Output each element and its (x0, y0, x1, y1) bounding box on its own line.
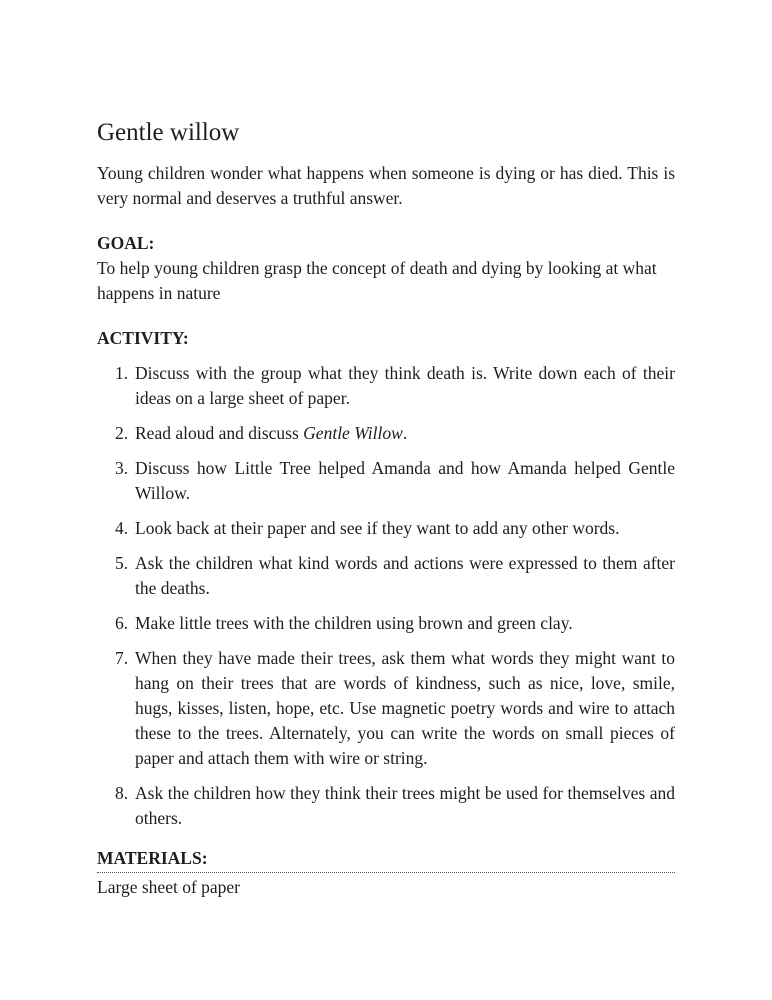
item-number: 3. (115, 458, 129, 478)
item-number: 6. (115, 613, 129, 633)
item-text: Ask the children how they think their trees might be used for themselves and others. (135, 783, 675, 828)
book-title: Gentle Willow (303, 423, 403, 443)
list-item (97, 551, 675, 601)
materials-text: Large sheet of paper (97, 877, 241, 897)
activity-heading: ACTIVITY: (97, 328, 189, 348)
list-item (97, 516, 675, 541)
item-number: 2. (115, 423, 129, 443)
item-number: 4. (115, 518, 129, 538)
list-item (97, 646, 675, 771)
page-title: Gentle willow (97, 119, 240, 146)
item-number: 1. (115, 363, 129, 383)
item-text: When they have made their trees, ask them what words they might want to hang on their trees that are words of kindness, such as nice, love, smile, hugs, kisses, listen, hope, etc. Use magnetic poetry words and wire to attach these to the trees. Alternately, you can write the words on small pieces of paper and attach them with wire or string. (135, 648, 675, 768)
item-number: 8. (115, 783, 129, 803)
item-text: Look back at their paper and see if they want to add any other words. (135, 518, 620, 538)
list-item (97, 361, 675, 411)
list-item (97, 456, 675, 506)
item-text: Make little trees with the children using brown and green clay. (135, 613, 573, 633)
document-page (97, 116, 675, 900)
activity-section (97, 326, 675, 831)
list-item (97, 611, 675, 636)
goal-text: To help young children grasp the concept of death and dying by looking at what happens in nature (97, 258, 657, 303)
item-number: 7. (115, 648, 129, 668)
list-item (97, 421, 675, 446)
goal-section (97, 231, 675, 306)
item-text: Discuss with the group what they think death is. Write down each of their ideas on a large sheet of paper. (135, 363, 675, 408)
goal-heading: GOAL: (97, 233, 155, 253)
materials-heading: MATERIALS: (97, 846, 675, 873)
item-text-end: . (402, 423, 408, 443)
list-item (97, 781, 675, 831)
item-text: Read aloud and discuss (135, 423, 304, 443)
intro-paragraph: Young children wonder what happens when someone is dying or has died. This is very normal and deserves a truthful answer. (97, 163, 675, 208)
activity-list (97, 361, 675, 831)
item-number: 5. (115, 553, 129, 573)
item-text: Ask the children what kind words and actions were expressed to them after the deaths. (135, 553, 675, 598)
item-text: Discuss how Little Tree helped Amanda and how Amanda helped Gentle Willow. (135, 458, 675, 503)
materials-section (97, 846, 675, 900)
